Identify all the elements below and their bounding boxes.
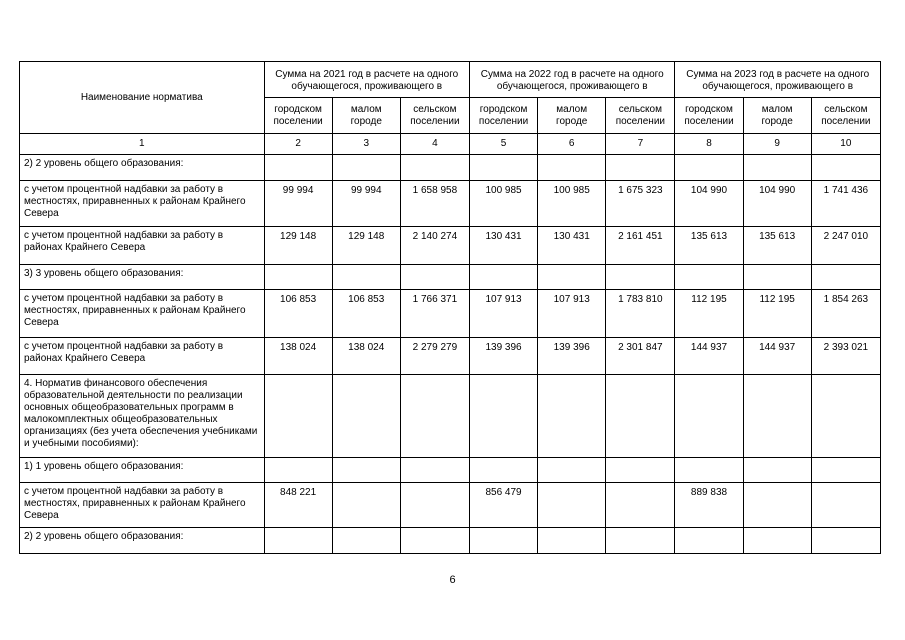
value-cell: 2 161 451	[606, 227, 675, 265]
value-cell	[400, 375, 469, 458]
row-label: 2) 2 уровень общего образования:	[20, 155, 265, 181]
normative-table	[19, 61, 881, 554]
value-cell: 135 613	[675, 227, 743, 265]
value-cell	[400, 483, 469, 528]
row-label: 3) 3 уровень общего образования:	[20, 265, 265, 290]
value-cell	[675, 458, 743, 483]
value-cell	[469, 155, 537, 181]
value-cell	[469, 265, 537, 290]
value-cell	[811, 458, 880, 483]
page-number: 6	[449, 574, 456, 586]
value-cell: 848 221	[264, 483, 332, 528]
value-cell: 104 990	[743, 181, 811, 227]
value-cell	[332, 528, 400, 554]
value-cell: 2 247 010	[811, 227, 880, 265]
value-cell	[400, 265, 469, 290]
value-cell	[332, 375, 400, 458]
header-row-groups	[20, 62, 881, 98]
header-group-2022: Сумма на 2022 год в расчете на одного обучающегося, проживающего в	[469, 62, 674, 98]
value-cell: 107 913	[469, 290, 537, 338]
header-group-2021: Сумма на 2021 год в расчете на одного обучающегося, проживающего в	[264, 62, 469, 98]
value-cell	[811, 265, 880, 290]
value-cell	[332, 483, 400, 528]
value-cell	[743, 528, 811, 554]
value-cell: 1 741 436	[811, 181, 880, 227]
value-cell	[264, 528, 332, 554]
value-cell	[743, 375, 811, 458]
value-cell	[606, 155, 675, 181]
value-cell	[606, 458, 675, 483]
column-number-cell: 10	[811, 134, 880, 155]
header-sub-cell: сельском поселении	[811, 98, 880, 134]
header-sub-cell: сельском поселении	[400, 98, 469, 134]
value-cell	[332, 458, 400, 483]
row-label: 4. Норматив финансового обеспечения образовательной деятельности по реализации основных общеобразовательных программ в малокомплектных общеобразовательных организациях (без учета обеспечения учебниками и учебными пособиями):	[20, 375, 265, 458]
value-cell	[675, 155, 743, 181]
value-cell: 99 994	[332, 181, 400, 227]
table-row	[20, 375, 881, 458]
value-cell	[675, 528, 743, 554]
value-cell: 856 479	[469, 483, 537, 528]
value-cell: 100 985	[469, 181, 537, 227]
table-row	[20, 181, 881, 227]
table-row	[20, 483, 881, 528]
table-row	[20, 338, 881, 375]
table-body	[20, 155, 881, 554]
header-name-cell: Наименование норматива	[20, 62, 265, 134]
row-label: с учетом процентной надбавки за работу в районах Крайнего Севера	[20, 338, 265, 375]
value-cell	[743, 155, 811, 181]
value-cell	[606, 483, 675, 528]
value-cell: 135 613	[743, 227, 811, 265]
value-cell	[332, 265, 400, 290]
value-cell: 107 913	[538, 290, 606, 338]
header-row-colnums	[20, 134, 881, 155]
value-cell	[264, 458, 332, 483]
value-cell	[538, 155, 606, 181]
column-number-cell: 7	[606, 134, 675, 155]
header-sub-cell: городском поселении	[469, 98, 537, 134]
value-cell: 112 195	[743, 290, 811, 338]
value-cell	[811, 528, 880, 554]
value-cell	[400, 155, 469, 181]
column-number-cell: 2	[264, 134, 332, 155]
value-cell: 112 195	[675, 290, 743, 338]
value-cell	[469, 375, 537, 458]
value-cell: 144 937	[743, 338, 811, 375]
value-cell: 138 024	[264, 338, 332, 375]
value-cell: 130 431	[469, 227, 537, 265]
value-cell: 99 994	[264, 181, 332, 227]
value-cell: 1 766 371	[400, 290, 469, 338]
header-sub-cell: малом городе	[538, 98, 606, 134]
row-label: 2) 2 уровень общего образования:	[20, 528, 265, 554]
value-cell: 106 853	[264, 290, 332, 338]
column-number-cell: 9	[743, 134, 811, 155]
column-number-cell: 8	[675, 134, 743, 155]
value-cell: 139 396	[538, 338, 606, 375]
row-label: с учетом процентной надбавки за работу в районах Крайнего Севера	[20, 227, 265, 265]
value-cell	[264, 265, 332, 290]
value-cell	[606, 375, 675, 458]
value-cell: 106 853	[332, 290, 400, 338]
value-cell	[400, 458, 469, 483]
value-cell	[538, 265, 606, 290]
value-cell: 130 431	[538, 227, 606, 265]
header-sub-cell: сельском поселении	[606, 98, 675, 134]
column-number-cell: 1	[20, 134, 265, 155]
row-label: 1) 1 уровень общего образования:	[20, 458, 265, 483]
value-cell: 2 393 021	[811, 338, 880, 375]
value-cell: 2 140 274	[400, 227, 469, 265]
value-cell: 2 279 279	[400, 338, 469, 375]
column-number-cell: 5	[469, 134, 537, 155]
value-cell	[332, 155, 400, 181]
value-cell	[675, 265, 743, 290]
row-label: с учетом процентной надбавки за работу в местностях, приравненных к районам Крайнего Севера	[20, 181, 265, 227]
value-cell	[743, 458, 811, 483]
value-cell	[400, 528, 469, 554]
value-cell	[538, 528, 606, 554]
value-cell	[811, 155, 880, 181]
value-cell	[743, 265, 811, 290]
header-sub-cell: городском поселении	[264, 98, 332, 134]
value-cell: 139 396	[469, 338, 537, 375]
header-sub-cell: малом городе	[332, 98, 400, 134]
row-label: с учетом процентной надбавки за работу в местностях, приравненных к районам Крайнего Севера	[20, 290, 265, 338]
table-row	[20, 290, 881, 338]
value-cell	[606, 528, 675, 554]
value-cell: 1 675 323	[606, 181, 675, 227]
column-number-cell: 4	[400, 134, 469, 155]
value-cell	[811, 375, 880, 458]
table-row	[20, 155, 881, 181]
value-cell	[606, 265, 675, 290]
header-sub-cell: малом городе	[743, 98, 811, 134]
value-cell	[811, 483, 880, 528]
value-cell: 138 024	[332, 338, 400, 375]
value-cell	[743, 483, 811, 528]
value-cell: 104 990	[675, 181, 743, 227]
table-row	[20, 528, 881, 554]
value-cell: 144 937	[675, 338, 743, 375]
value-cell: 100 985	[538, 181, 606, 227]
value-cell	[264, 375, 332, 458]
header-sub-cell: городском поселении	[675, 98, 743, 134]
column-number-cell: 6	[538, 134, 606, 155]
value-cell: 1 854 263	[811, 290, 880, 338]
value-cell	[469, 458, 537, 483]
value-cell: 129 148	[332, 227, 400, 265]
table-row	[20, 265, 881, 290]
value-cell: 1 658 958	[400, 181, 469, 227]
row-label: с учетом процентной надбавки за работу в местностях, приравненных к районам Крайнего Севера	[20, 483, 265, 528]
value-cell: 2 301 847	[606, 338, 675, 375]
value-cell	[538, 458, 606, 483]
value-cell	[538, 483, 606, 528]
value-cell	[264, 155, 332, 181]
value-cell	[469, 528, 537, 554]
table-row	[20, 458, 881, 483]
value-cell	[538, 375, 606, 458]
value-cell	[675, 375, 743, 458]
header-group-2023: Сумма на 2023 год в расчете на одного обучающегося, проживающего в	[675, 62, 881, 98]
value-cell: 889 838	[675, 483, 743, 528]
value-cell: 1 783 810	[606, 290, 675, 338]
table-row	[20, 227, 881, 265]
value-cell: 129 148	[264, 227, 332, 265]
column-number-cell: 3	[332, 134, 400, 155]
